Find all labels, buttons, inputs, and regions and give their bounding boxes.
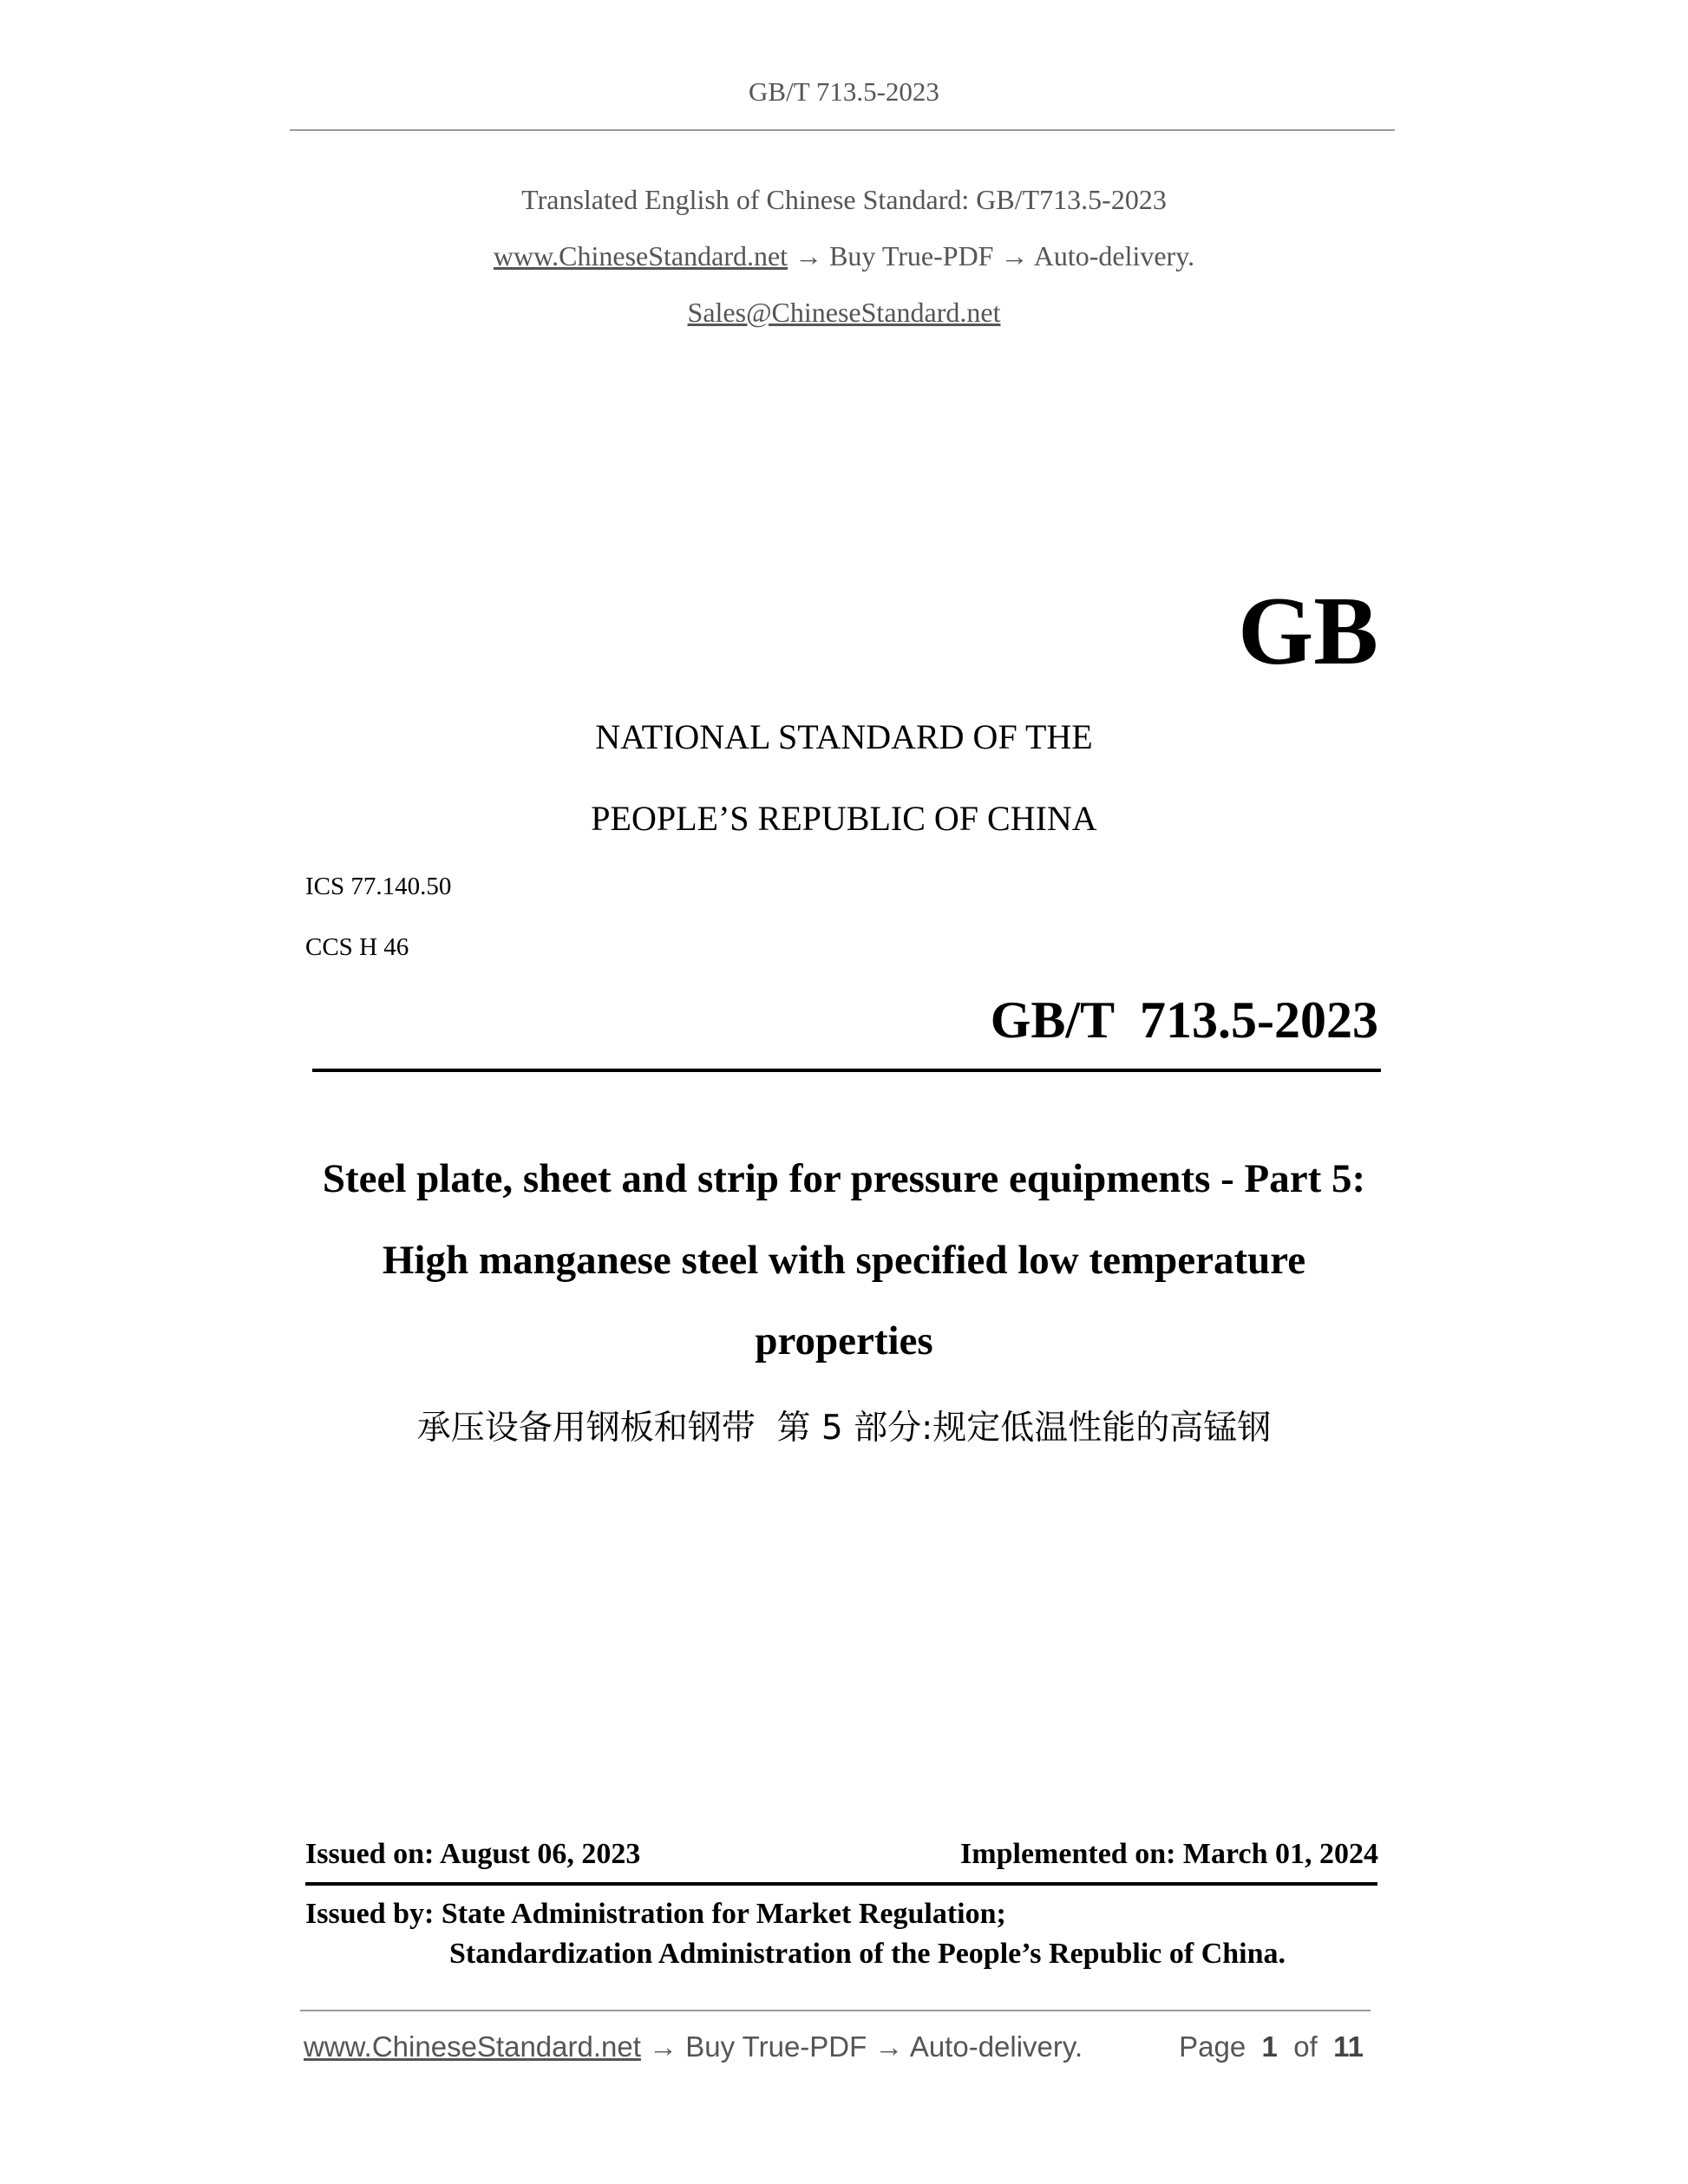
page-number: 1: [1261, 2030, 1278, 2063]
translation-notice: Translated English of Chinese Standard: GB/T713.5-2023: [521, 184, 1167, 215]
chinese-title: 承压设备用钢板和钢带 第 5 部分:规定低温性能的高锰钢: [416, 1409, 1272, 1448]
ics-code: ICS 77.140.50: [305, 873, 452, 900]
standard-code: GB/T 713.5-2023: [990, 991, 1378, 1049]
issued-by-line1: Issued by: State Administration for Market Regulation;: [305, 1898, 1006, 1930]
ccs-code: CCS H 46: [305, 933, 409, 961]
footer-divider: [300, 2010, 1371, 2011]
page-indicator: [1179, 2030, 1364, 2063]
sales-email-link[interactable]: Sales@ChineseStandard.net: [687, 297, 1001, 328]
standard-code-divider: [312, 1069, 1381, 1072]
footer-purchase-text: → Buy True-PDF → Auto-delivery.: [649, 2030, 1083, 2063]
running-header: GB/T 713.5-2023: [749, 76, 939, 107]
of-label: of: [1293, 2030, 1318, 2063]
national-standard-line2: PEOPLE’S REPUBLIC OF CHINA: [591, 799, 1097, 838]
issued-on-date: Issued on: August 06, 2023: [305, 1838, 641, 1870]
page-label: Page: [1179, 2030, 1246, 2063]
footer-purchase: [304, 2030, 1083, 2063]
issued-by-line2: Standardization Administration of the People’s Republic of China.: [449, 1938, 1286, 1970]
purchase-notice: [0, 240, 1688, 272]
title-line3: properties: [755, 1318, 933, 1363]
title-line2: High manganese steel with specified low temperature: [382, 1238, 1306, 1283]
purchase-text: → Buy True-PDF → Auto-delivery.: [795, 240, 1195, 271]
sales-contact: [0, 297, 1688, 329]
implemented-on-date: Implemented on: March 01, 2024: [960, 1838, 1378, 1870]
national-standard-line1: NATIONAL STANDARD OF THE: [595, 717, 1093, 756]
issue-divider: [305, 1882, 1377, 1886]
footer-site-link[interactable]: www.ChineseStandard.net: [304, 2030, 641, 2063]
header-divider: [290, 129, 1395, 131]
gb-mark: GB: [1238, 578, 1378, 685]
page-total: 11: [1333, 2030, 1364, 2063]
title-line1: Steel plate, sheet and strip for pressure equipments - Part 5:: [322, 1156, 1366, 1201]
site-link[interactable]: www.ChineseStandard.net: [493, 240, 788, 271]
